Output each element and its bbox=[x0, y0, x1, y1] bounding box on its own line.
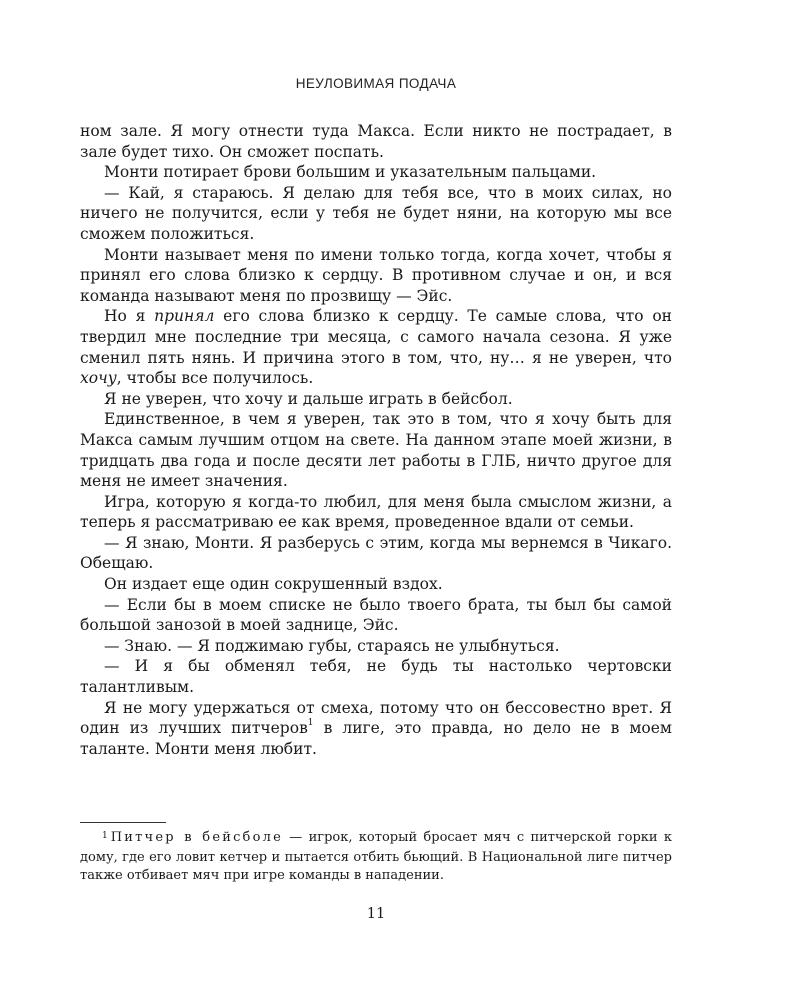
footnote-term: Питчер в бейсболе bbox=[110, 830, 283, 845]
paragraph-5-part-1: Но я bbox=[104, 307, 155, 326]
paragraph-2: Монти потирает брови большим и указательным пальцами. bbox=[104, 163, 597, 182]
paragraph-14 bbox=[80, 698, 672, 760]
paragraph-5 bbox=[80, 306, 672, 388]
paragraph-14-part-2: в лиге, это правда, но дело не в моем таланте. Монти меня любит. bbox=[80, 719, 672, 758]
footnote-reference: 1 bbox=[307, 718, 314, 729]
paragraph-11: — Если бы в моем списке не было твоего брата, ты был бы самой большой занозой в моей заднице, Эйс. bbox=[80, 595, 672, 635]
paragraph-5-emphasis-2: хочу bbox=[80, 369, 117, 388]
footnote-mark: 1 bbox=[102, 831, 108, 841]
paragraph-6: Я не уверен, что хочу и дальше играть в бейсбол. bbox=[104, 389, 513, 408]
book-page bbox=[80, 0, 672, 1000]
paragraph-5-part-2: его слова близко к сердцу. Те самые слова, что он твердил мне последние три месяца, с самого начала сезона. Я уже сменил пять нянь. И причина этого в том, что, ну… я не уверен, что bbox=[80, 307, 673, 367]
paragraph-5-part-3: , чтобы все получилось. bbox=[116, 369, 314, 388]
paragraph-5-emphasis-1: принял bbox=[154, 307, 215, 326]
main-text bbox=[80, 121, 672, 759]
paragraph-10: Он издает еще один сокрушенный вздох. bbox=[104, 575, 443, 594]
paragraph-3: — Кай, я стараюсь. Я делаю для тебя все, что в моих силах, но ничего не получится, если у тебя не будет няни, на которую мы все сможем положиться. bbox=[80, 183, 672, 243]
page-number: 11 bbox=[366, 906, 386, 922]
footnote-text: — игрок, который бросает мяч с питчерской горки к дому, где его ловит кетчер и пытается отбить бьющий. В Национальной лиге питчер также отбивает мяч при игре команды в нападении. bbox=[80, 830, 673, 883]
paragraph-14-part-1: Я не могу удержаться от смеха, потому что он бессовестно врет. Я один из лучших питчеров bbox=[80, 698, 672, 738]
paragraph-9: — Я знаю, Монти. Я разберусь с этим, когда мы вернемся в Чикаго. Обещаю. bbox=[80, 533, 672, 573]
footnote-paragraph bbox=[80, 829, 672, 886]
footnote-divider bbox=[80, 822, 166, 823]
running-title: НЕУЛОВИМАЯ ПОДАЧА bbox=[295, 76, 457, 91]
paragraph-8: Игра, которую я когда-то любил, для меня была смыслом жизни, а теперь я рассматриваю ее как время, проведенное вдали от семьи. bbox=[80, 492, 672, 532]
paragraph-7: Единственное, в чем я уверен, так это в том, что я хочу быть для Макса самым лучшим отцом на свете. На данном этапе моей жизни, в тридцать два года и после десяти лет работы в ГЛБ, ничто другое для меня не имеет значения. bbox=[80, 410, 672, 491]
footnote bbox=[80, 829, 672, 886]
paragraph-1: ном зале. Я могу отнести туда Макса. Если никто не пострадает, в зале будет тихо. Он сможет поспать. bbox=[80, 122, 672, 161]
paragraph-13: — И я бы обменял тебя, не будь ты настолько чертовски талантливым. bbox=[80, 657, 672, 697]
paragraph-12: — Знаю. — Я поджимаю губы, стараясь не улыбнуться. bbox=[104, 636, 560, 655]
paragraph-4: Монти называет меня по имени только тогда, когда хочет, чтобы я принял его слова близко к сердцу. В противном случае и он, и вся команда называют меня по прозвищу — Эйс. bbox=[80, 245, 672, 305]
